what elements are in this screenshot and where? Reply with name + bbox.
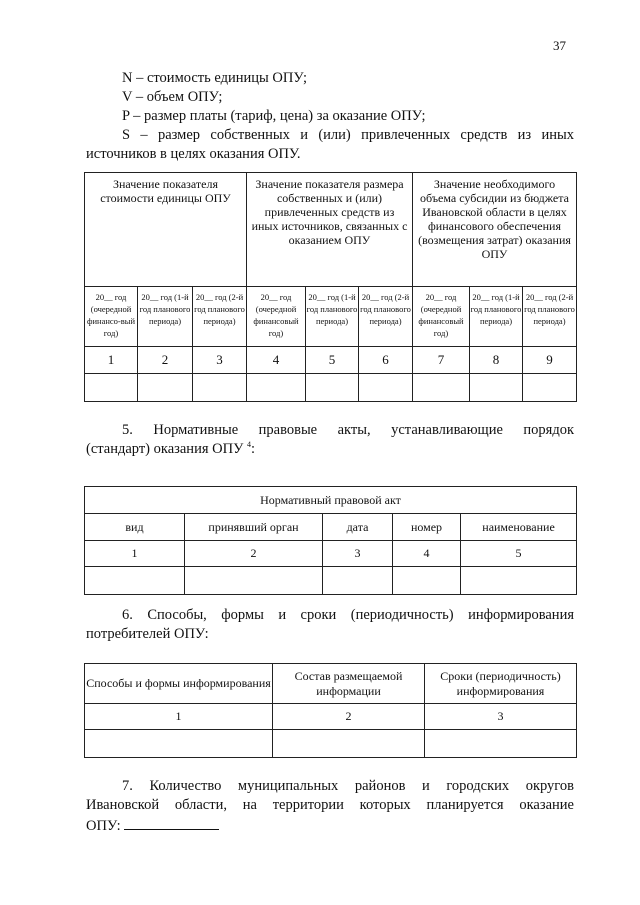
table1-empty-cell — [193, 374, 247, 402]
table2-header-authority: принявший орган — [185, 514, 323, 541]
table1-subheader: 20__ год (очередной финансовый год) — [413, 287, 470, 347]
table2-header-type: вид — [85, 514, 185, 541]
section-5-heading — [86, 421, 574, 459]
table1-col-number: 8 — [470, 347, 523, 374]
answer-blank-line — [124, 815, 219, 830]
table1-col-number: 6 — [359, 347, 413, 374]
table2-col-number: 4 — [393, 541, 461, 567]
table3-col-number: 3 — [425, 704, 577, 730]
section-6-line1: 6. Способы, формы и сроки (периодичность) информирования — [122, 607, 574, 623]
table1-subheader: 20__ год (1-й год планового периода) — [470, 287, 523, 347]
table1-subheader: 20__ год (2-й год планового периода) — [523, 287, 577, 347]
definition-v: V – объем ОПУ; — [122, 89, 223, 105]
table2-title: Нормативный правовой акт — [85, 487, 577, 514]
table3-header-frequency: Сроки (периодичность) информирования — [425, 664, 577, 704]
table3-header-methods: Способы и формы информирования — [85, 664, 273, 704]
table1-col-number: 7 — [413, 347, 470, 374]
table2-col-number: 2 — [185, 541, 323, 567]
table2-col-number: 3 — [323, 541, 393, 567]
table1-group-header-own-funds: Значение показателя размера собственных и (или) привлеченных средств из иных источников, связанных с оказанием ОПУ — [247, 173, 413, 287]
table1-group-header-unit-cost: Значение показателя стоимости единицы ОПУ — [85, 173, 247, 287]
table3-header-content: Состав размещаемой информации — [273, 664, 425, 704]
table1-col-number: 9 — [523, 347, 577, 374]
table2-header-number: номер — [393, 514, 461, 541]
table1-subheader: 20__ год (1-й год планового периода) — [138, 287, 193, 347]
section-5-line2-wrap — [86, 440, 574, 459]
information-methods-table — [84, 663, 577, 758]
section-7-line3: ОПУ: — [86, 818, 121, 834]
table2-col-number: 1 — [85, 541, 185, 567]
table3-empty-cell — [85, 730, 273, 758]
table3-empty-cell — [425, 730, 577, 758]
page-number: 37 — [553, 38, 566, 53]
section-7-line1: 7. Количество муниципальных районов и городских округов — [122, 778, 574, 794]
table1-empty-cell — [306, 374, 359, 402]
table3-col-number: 2 — [273, 704, 425, 730]
table1-empty-cell — [85, 374, 138, 402]
definition-p: P – размер платы (тариф, цена) за оказание ОПУ; — [122, 108, 426, 124]
section-5-line2: (стандарт) оказания ОПУ — [86, 441, 244, 457]
table2-header-name: наименование — [461, 514, 577, 541]
table1-empty-cell — [470, 374, 523, 402]
table1-subheader: 20__ год (2-й год планового периода) — [193, 287, 247, 347]
section-7-line2: Ивановской области, на территории которых планируется оказание — [86, 797, 574, 813]
section-5-line1: 5. Нормативные правовые акты, устанавливающие порядок — [122, 422, 574, 438]
section-5-colon: : — [250, 441, 255, 457]
table2-empty-cell — [461, 567, 577, 595]
definition-s-line2: источников в целях оказания ОПУ. — [86, 146, 301, 162]
table1-subheader: 20__ год (очередной финансо-вый год) — [85, 287, 138, 347]
table3-empty-cell — [273, 730, 425, 758]
cost-indicator-table — [84, 172, 577, 402]
table1-col-number: 2 — [138, 347, 193, 374]
table1-empty-cell — [359, 374, 413, 402]
table2-empty-cell — [393, 567, 461, 595]
table1-col-number: 1 — [85, 347, 138, 374]
table1-group-header-subsidy: Значение необходимого объема субсидии из бюджета Ивановской области в целях финансового обеспечения (возмещения затрат) оказания ОПУ — [413, 173, 577, 287]
table1-col-number: 3 — [193, 347, 247, 374]
section-7-heading — [86, 777, 574, 836]
table2-header-date: дата — [323, 514, 393, 541]
table2-empty-cell — [323, 567, 393, 595]
table1-subheader: 20__ год (очередной финансовый год) — [247, 287, 306, 347]
table3-col-number: 1 — [85, 704, 273, 730]
regulatory-acts-table — [84, 486, 577, 595]
table1-subheader: 20__ год (1-й год планового периода) — [306, 287, 359, 347]
table1-empty-cell — [413, 374, 470, 402]
table2-col-number: 5 — [461, 541, 577, 567]
table1-col-number: 5 — [306, 347, 359, 374]
table1-empty-cell — [138, 374, 193, 402]
table2-empty-cell — [185, 567, 323, 595]
section-7-line3-wrap — [86, 815, 574, 836]
table1-empty-cell — [247, 374, 306, 402]
definition-s-line1: S – размер собственных и (или) привлеченных средств из иных — [122, 127, 574, 143]
table1-empty-cell — [523, 374, 577, 402]
footnote-mark: 4 — [246, 440, 251, 450]
table1-col-number: 4 — [247, 347, 306, 374]
definition-n: N – стоимость единицы ОПУ; — [122, 70, 308, 86]
section-6-line2: потребителей ОПУ: — [86, 626, 209, 642]
table2-empty-cell — [85, 567, 185, 595]
section-6-heading — [86, 606, 574, 644]
table1-subheader: 20__ год (2-й год планового периода) — [359, 287, 413, 347]
definitions-block — [86, 69, 574, 164]
